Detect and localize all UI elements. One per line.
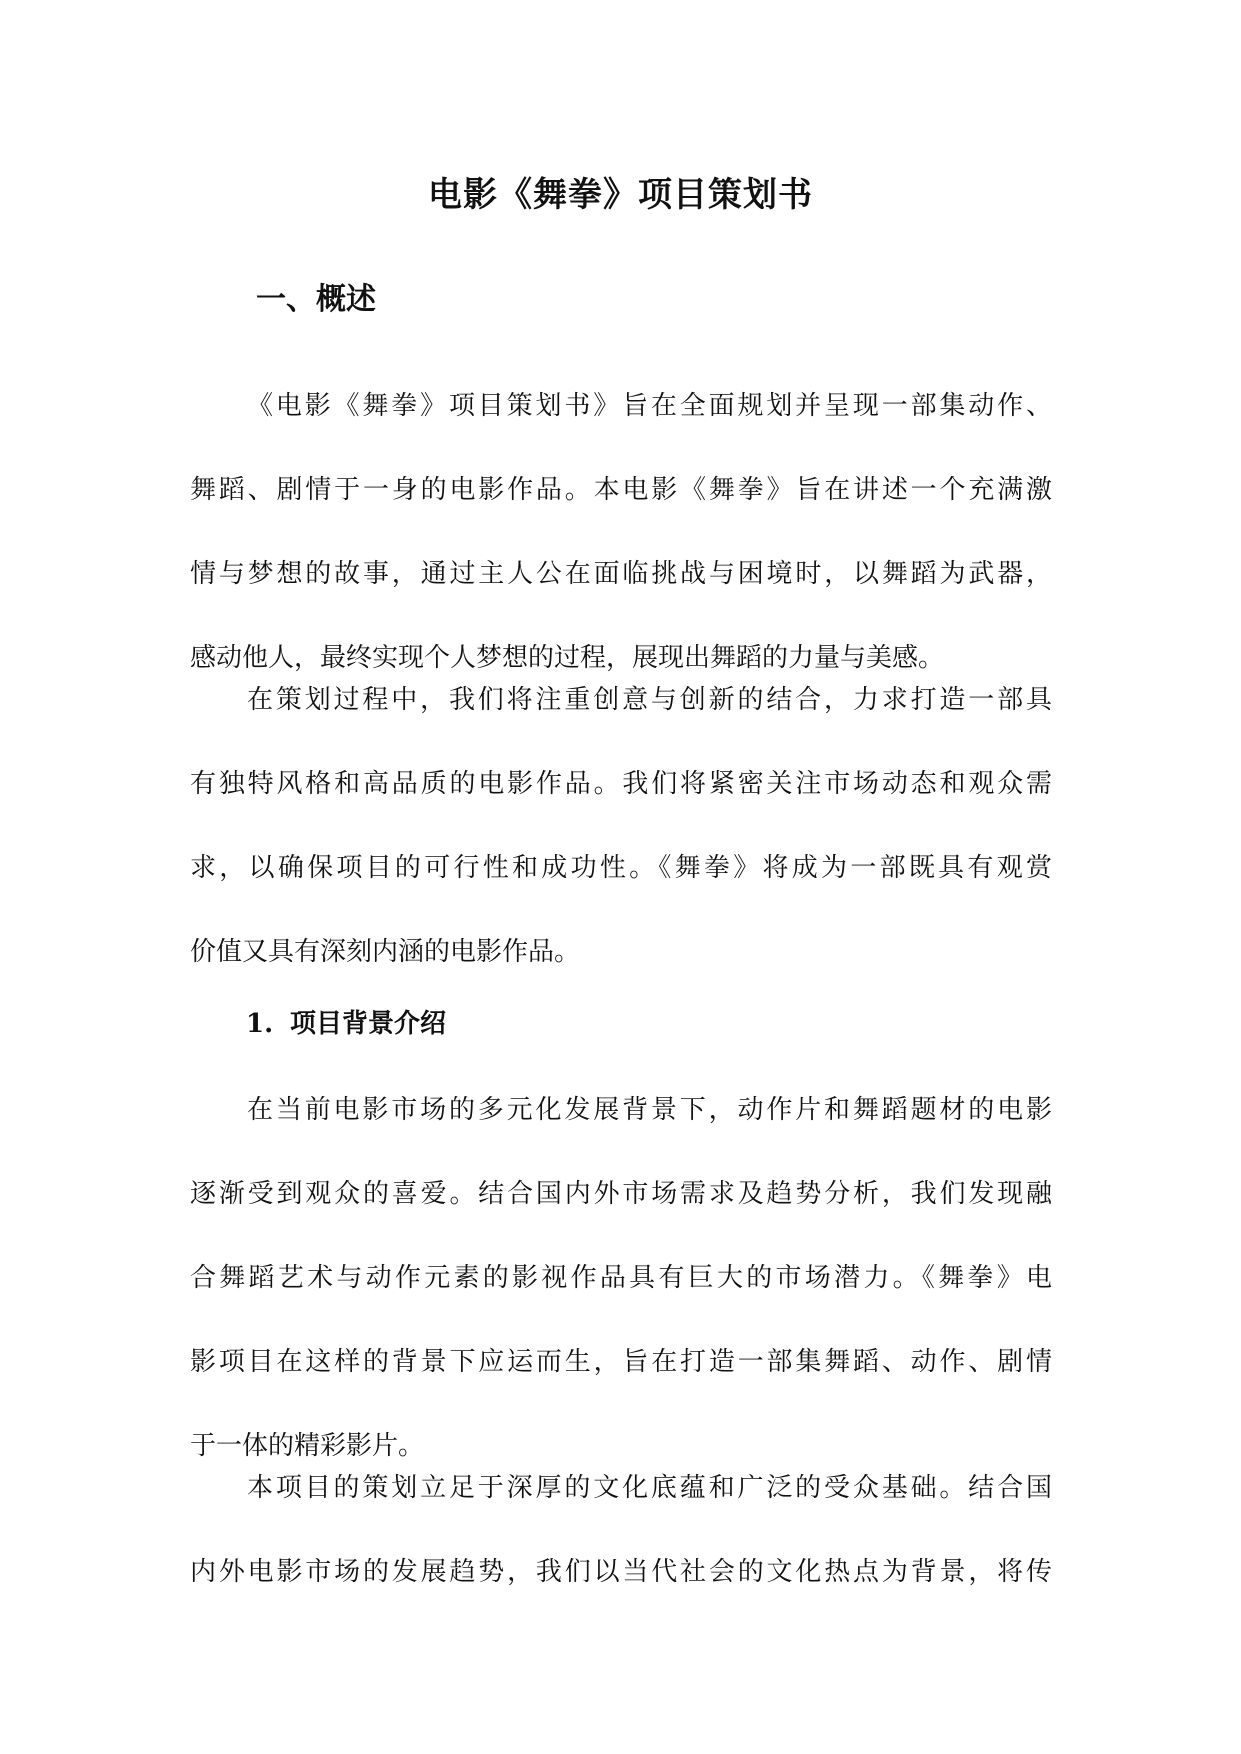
paragraph-line: 于一体的精彩影片。 (190, 1431, 425, 1461)
paragraph-line: 逐渐受到观众的喜爱。结合国内外市场需求及趋势分析，我们发现融 (190, 1179, 1052, 1209)
subsection-heading-background (246, 1004, 446, 1044)
paragraph-line: 有独特风格和高品质的电影作品。我们将紧密关注市场动态和观众需 (190, 769, 1052, 799)
paragraph-line: 在当前电影市场的多元化发展背景下，动作片和舞蹈题材的电影 (247, 1095, 1052, 1125)
paragraph-line: 《电影《舞拳》项目策划书》旨在全面规划并呈现一部集动作、 (247, 391, 1052, 421)
paragraph-line: 求，以确保项目的可行性和成功性。《舞拳》将成为一部既具有观赏 (190, 853, 1052, 883)
paragraph-line: 舞蹈、剧情于一身的电影作品。本电影《舞拳》旨在讲述一个充满激 (190, 475, 1052, 505)
paragraph-overview-1 (190, 364, 1052, 700)
paragraph-line: 合舞蹈艺术与动作元素的影视作品具有巨大的市场潜力。《舞拳》电 (190, 1263, 1052, 1293)
paragraph-line: 情与梦想的故事，通过主人公在面临挑战与困境时，以舞蹈为武器， (190, 559, 1052, 589)
subsection-title: 项目背景介绍 (290, 1009, 447, 1039)
paragraph-overview-2 (190, 658, 1052, 994)
paragraph-line: 本项目的策划立足于深厚的文化底蕴和广泛的受众基础。结合国 (247, 1473, 1052, 1503)
paragraph-line: 影项目在这样的背景下应运而生，旨在打造一部集舞蹈、动作、剧情 (190, 1347, 1052, 1377)
paragraph-line: 在策划过程中，我们将注重创意与创新的结合，力求打造一部具 (247, 685, 1052, 715)
paragraph-background-1 (190, 1068, 1052, 1488)
paragraph-line: 感动他人，最终实现个人梦想的过程，展现出舞蹈的力量与美感。 (190, 643, 945, 673)
section-heading-overview: 一、概述 (256, 282, 376, 317)
document-title: 电影《舞拳》项目策划书 (428, 174, 813, 215)
paragraph-background-2 (190, 1446, 1052, 1614)
paragraph-line: 内外电影市场的发展趋势，我们以当代社会的文化热点为背景，将传 (190, 1557, 1052, 1587)
subsection-number: 1. (246, 1009, 274, 1039)
paragraph-line: 价值又具有深刻内涵的电影作品。 (190, 937, 581, 967)
